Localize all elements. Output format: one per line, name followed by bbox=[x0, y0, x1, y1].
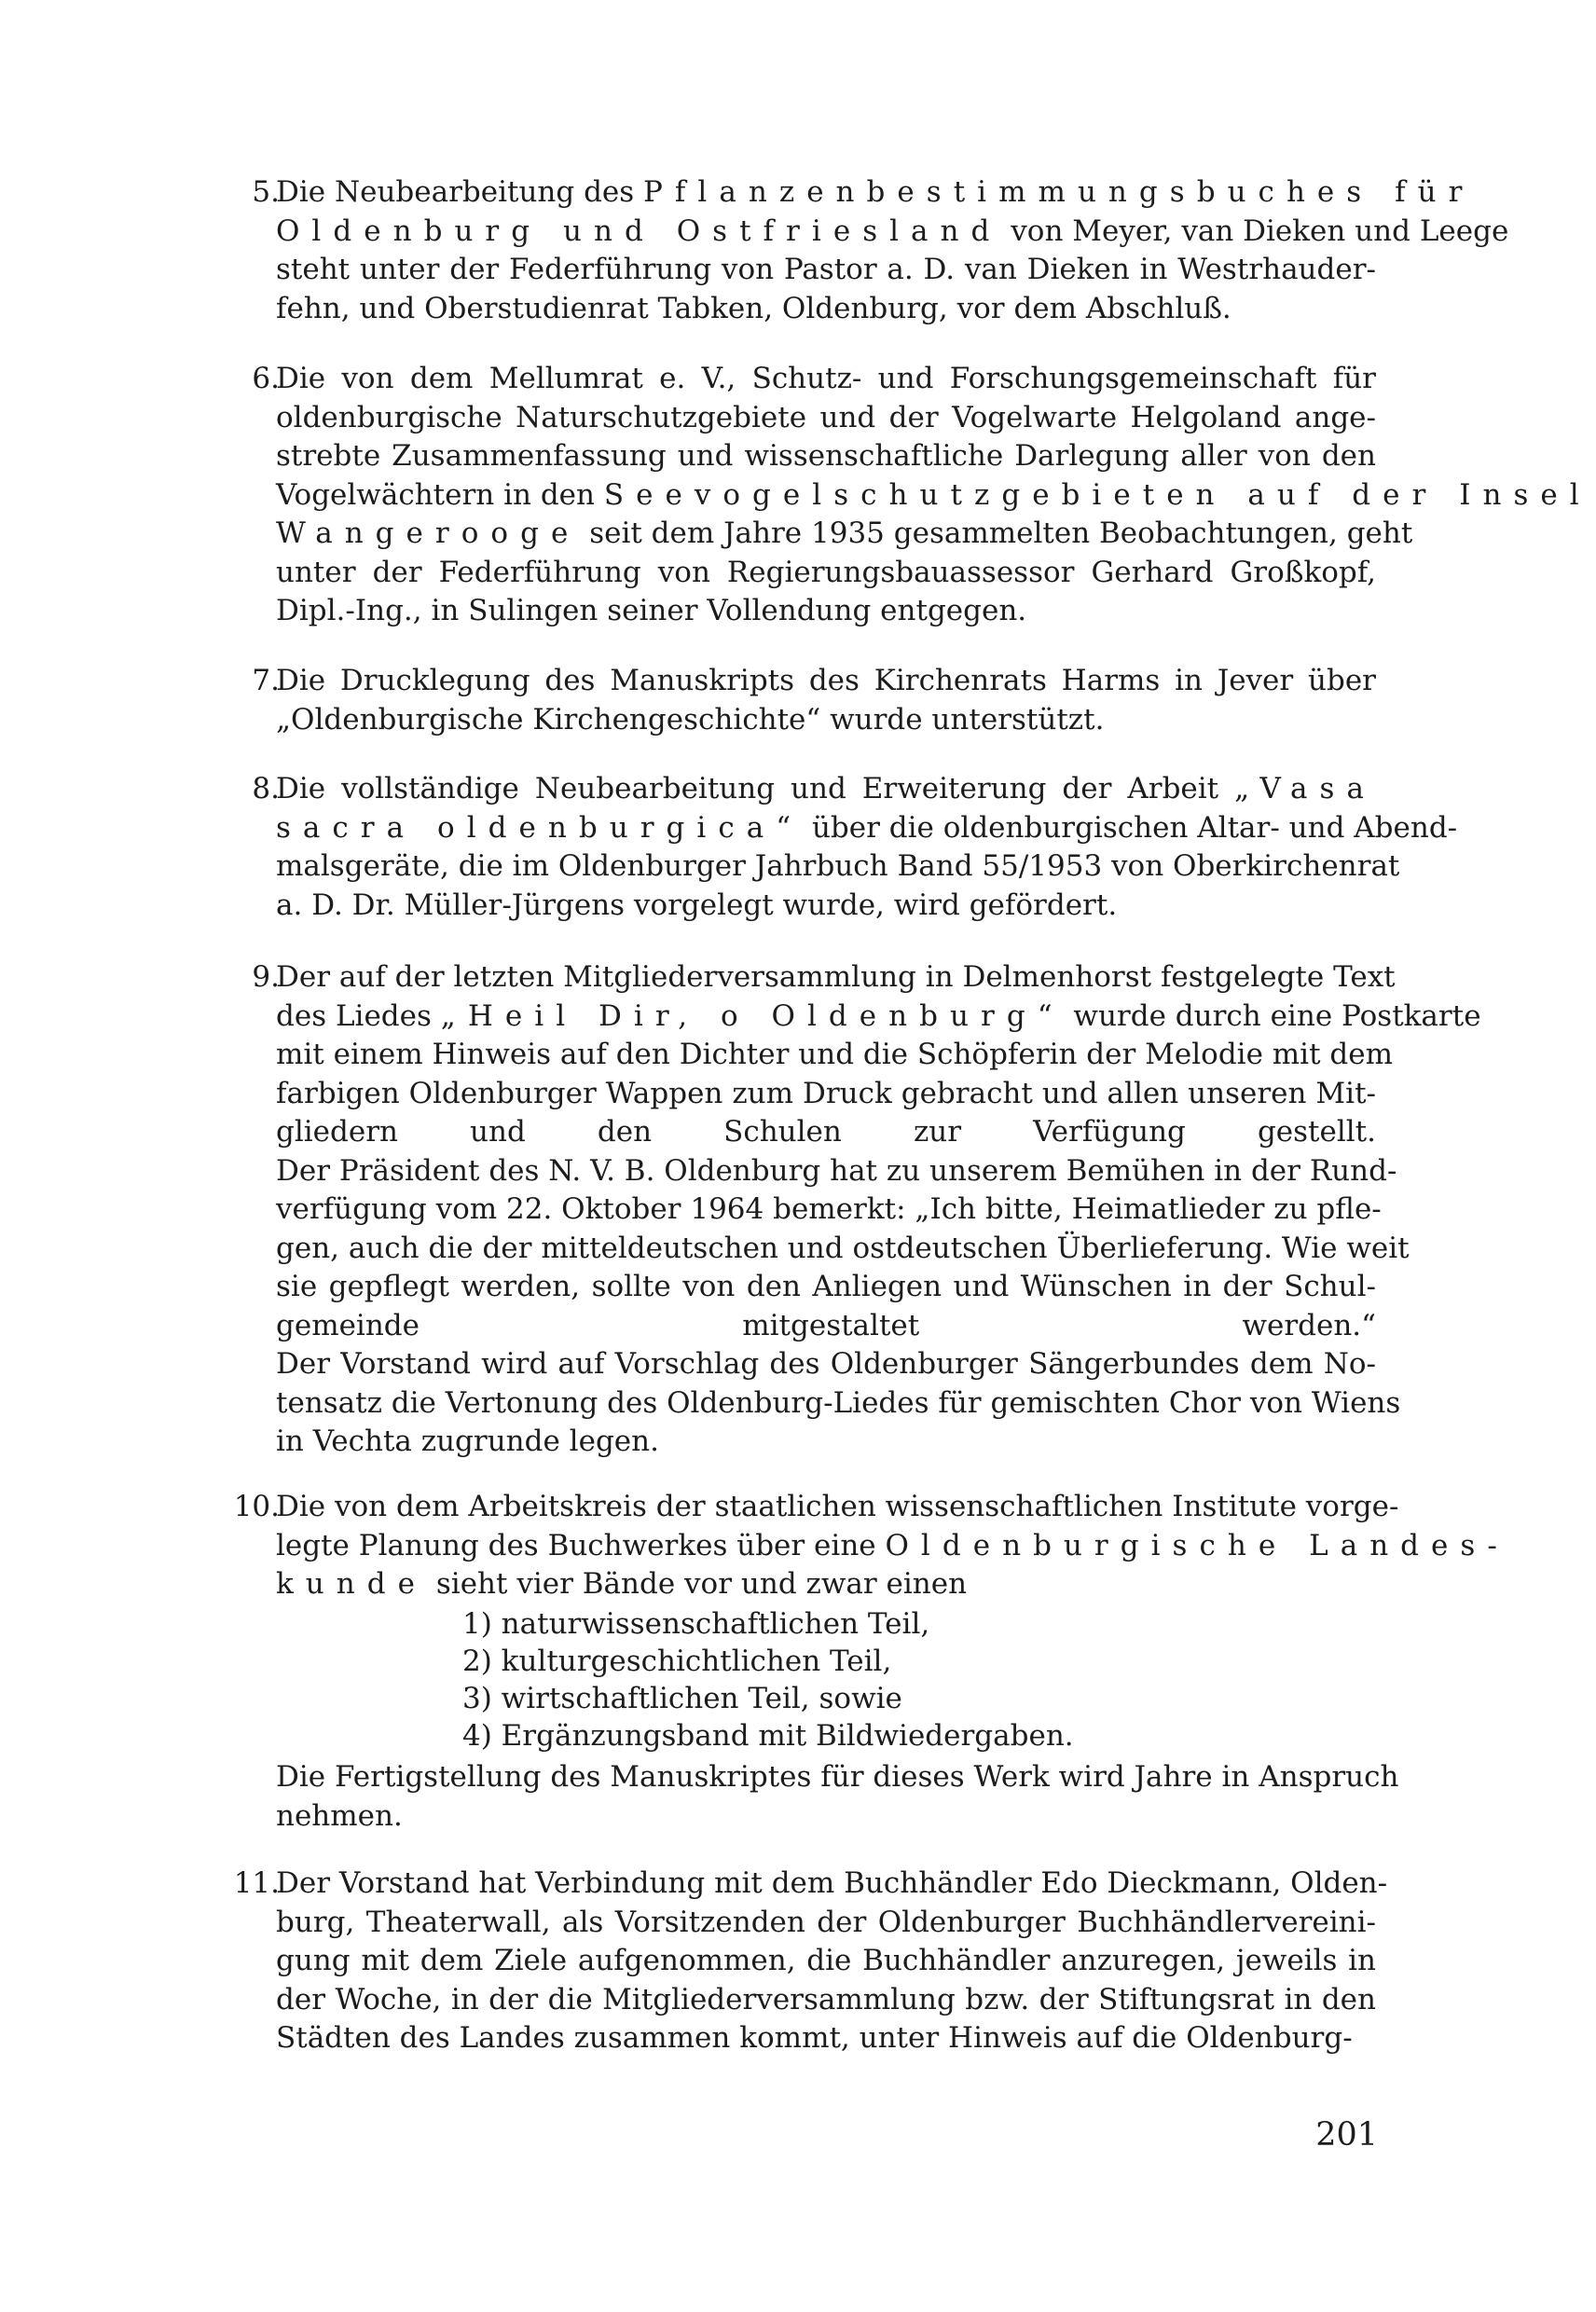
text-line bbox=[276, 592, 1376, 631]
text-segment: Dipl.-Ing., in Sulingen seiner Vollendung entgegen. bbox=[276, 594, 1027, 627]
spaced-emphasis: „Heil Dir, o Oldenburg“ bbox=[440, 998, 1065, 1033]
text-segment: Der Vorstand wird auf Vorschlag des Oldenburger Sängerbundes dem No- bbox=[276, 1347, 1376, 1381]
text-segment: des Liedes bbox=[276, 998, 441, 1033]
page-number: 201 bbox=[1315, 2116, 1378, 2154]
text-segment: Vogelwächtern in den bbox=[276, 477, 604, 512]
text-line bbox=[276, 290, 1376, 329]
spaced-emphasis: Oldenburg und Ostfriesland bbox=[276, 213, 1002, 248]
spaced-emphasis: „Vasa bbox=[1234, 772, 1376, 805]
text-line bbox=[276, 887, 1376, 926]
text-segment: gliedern und den Schulen zur Verfügung gestellt. bbox=[276, 1115, 1376, 1149]
text-segment: seit dem Jahre 1935 gesammelten Beobachtungen, geht bbox=[580, 516, 1413, 550]
text-line bbox=[276, 998, 1481, 1037]
text-segment: von Meyer, van Dieken und Leege bbox=[1001, 213, 1509, 248]
text-line bbox=[276, 1190, 1382, 1230]
item-text bbox=[276, 662, 1376, 739]
text-segment: strebte Zusammenfassung und wissenschaftliche Darlegung aller von den bbox=[276, 439, 1376, 473]
text-segment: sie gepflegt werden, sollte von den Anliegen und Wünschen in der Schul- bbox=[276, 1270, 1376, 1303]
text-line bbox=[276, 399, 1376, 438]
text-segment: steht unter der Federführung von Pastor a. D. van Dieken in Westrhauder- bbox=[276, 253, 1376, 286]
text-segment: nehmen. bbox=[276, 1798, 403, 1833]
text-segment: Der auf der letzten Mitgliederversammlung in Delmenhorst festgelegte Text bbox=[276, 960, 1396, 994]
text-line bbox=[276, 847, 1400, 887]
item-number: 5. bbox=[252, 175, 280, 209]
text-line bbox=[276, 1423, 1376, 1462]
text-segment: legte Planung des Buchwerkes über eine bbox=[276, 1528, 886, 1562]
item-number: 6. bbox=[252, 362, 280, 395]
spaced-emphasis: Seevogelschutzgebieten auf der Insel bbox=[603, 477, 1591, 512]
text-line bbox=[276, 809, 1458, 848]
item-number: 8. bbox=[252, 772, 280, 805]
text-line bbox=[276, 1230, 1410, 1269]
text-segment: tensatz die Vertonung des Oldenburg-Liedes für gemischten Chor von Wiens bbox=[276, 1385, 1401, 1420]
text-line bbox=[276, 701, 1376, 740]
text-line bbox=[276, 1345, 1376, 1384]
text-segment: burg, Theaterwall, als Vorsitzenden der Oldenburger Buchhändlervereini- bbox=[276, 1905, 1376, 1939]
text-segment: verfügung vom 22. Oktober 1964 bemerkt: „Ich bitte, Heimatlieder zu pfle- bbox=[276, 1192, 1382, 1226]
item-number: 10. bbox=[233, 1490, 280, 1523]
text-segment: Die vollständige Neubearbeitung und Erweiterung der Arbeit bbox=[276, 772, 1235, 805]
spaced-emphasis: Oldenburgische Landes- bbox=[885, 1528, 1509, 1562]
text-line bbox=[276, 437, 1376, 476]
text-segment: wurde durch eine Postkarte bbox=[1064, 998, 1481, 1033]
text-line bbox=[276, 1268, 1376, 1307]
item-text bbox=[276, 770, 1458, 925]
text-segment: Die Drucklegung des Manuskripts des Kirchenrats Harms in Jever über bbox=[276, 664, 1376, 697]
spaced-emphasis: kunde bbox=[276, 1567, 428, 1601]
spaced-emphasis: Wangerooge bbox=[276, 516, 581, 550]
sub-list-item: 2) kulturgeschichtlichen Teil, bbox=[462, 1645, 892, 1678]
item-text-continued bbox=[276, 1758, 1399, 1836]
text-line bbox=[276, 554, 1376, 593]
text-segment: oldenburgische Naturschutzgebiete und der Vogelwarte Helgoland ange- bbox=[276, 400, 1376, 434]
item-number: 9. bbox=[252, 960, 280, 994]
text-line bbox=[276, 1981, 1376, 2020]
spaced-emphasis: Pflanzenbestimmungsbuches für bbox=[643, 175, 1475, 209]
sub-list-item: 1) naturwissenschaftlichen Teil, bbox=[462, 1607, 930, 1641]
text-line bbox=[276, 1488, 1399, 1527]
text-line bbox=[276, 1152, 1397, 1191]
text-line bbox=[276, 1527, 1509, 1566]
text-segment: der Woche, in der die Mitgliederversammlung bzw. der Stiftungsrat in den bbox=[276, 1982, 1376, 2016]
text-line bbox=[276, 1307, 1376, 1346]
item-text bbox=[276, 360, 1591, 631]
text-segment: mit einem Hinweis auf den Dichter und die Schöpferin der Melodie mit dem bbox=[276, 1038, 1393, 1071]
sub-list-item: 3) wirtschaftlichen Teil, sowie bbox=[462, 1682, 902, 1715]
text-line bbox=[276, 251, 1376, 290]
item-text bbox=[276, 1488, 1509, 1604]
text-line bbox=[276, 1384, 1401, 1424]
text-segment: unter der Federführung von Regierungsbauassessor Gerhard Großkopf, bbox=[276, 555, 1376, 589]
text-line bbox=[276, 1865, 1388, 1904]
text-segment: gung mit dem Ziele aufgenommen, die Buchhändler anzuregen, jeweils in bbox=[276, 1944, 1376, 1977]
text-line bbox=[276, 1758, 1399, 1797]
text-line bbox=[276, 1942, 1376, 1981]
text-segment: fehn, und Oberstudienrat Tabken, Oldenburg, vor dem Abschluß. bbox=[276, 291, 1231, 325]
text-segment: Die von dem Arbeitskreis der staatlichen wissenschaftlichen Institute vorge- bbox=[276, 1490, 1399, 1523]
text-line bbox=[276, 213, 1509, 252]
text-segment: a. D. Dr. Müller-Jürgens vorgelegt wurde, wird gefördert. bbox=[276, 888, 1118, 922]
item-text bbox=[276, 958, 1481, 1462]
text-line bbox=[276, 476, 1591, 516]
text-segment: gemeinde mitgestaltet werden.“ bbox=[276, 1308, 1376, 1342]
text-segment: malsgeräte, die im Oldenburger Jahrbuch Band 55/1953 von Oberkirchenrat bbox=[276, 849, 1400, 883]
text-segment: farbigen Oldenburger Wappen zum Druck gebracht und allen unseren Mit- bbox=[276, 1076, 1376, 1110]
text-segment: Der Präsident des N. V. B. Oldenburg hat zu unserem Bemühen in der Rund- bbox=[276, 1153, 1397, 1188]
text-segment: gen, auch die der mitteldeutschen und ostdeutschen Überlieferung. Wie weit bbox=[276, 1231, 1410, 1265]
text-line bbox=[276, 662, 1376, 701]
text-segment: „Oldenburgische Kirchengeschichte“ wurde unterstützt. bbox=[276, 702, 1105, 736]
sub-list bbox=[462, 1605, 1115, 1755]
text-line bbox=[276, 1904, 1376, 1943]
text-line bbox=[276, 770, 1376, 809]
text-line bbox=[276, 1113, 1376, 1152]
text-segment: Die Fertigstellung des Manuskriptes für dieses Werk wird Jahre in Anspruch bbox=[276, 1760, 1399, 1794]
text-segment: Der Vorstand hat Verbindung mit dem Buchhändler Edo Dieckmann, Olden- bbox=[276, 1866, 1388, 1900]
text-segment: Städten des Landes zusammen kommt, unter Hinweis auf die Oldenburg- bbox=[276, 2021, 1353, 2055]
item-text bbox=[276, 1865, 1388, 2058]
item-number: 11. bbox=[233, 1866, 280, 1900]
text-line bbox=[276, 515, 1413, 554]
text-segment: über die oldenburgischen Altar- und Abend- bbox=[803, 810, 1458, 845]
text-line bbox=[276, 2019, 1376, 2058]
text-line bbox=[276, 958, 1396, 998]
item-number: 7. bbox=[252, 664, 280, 697]
text-segment: in Vechta zugrunde legen. bbox=[276, 1424, 659, 1458]
text-segment: Die von dem Mellumrat e. V., Schutz- und Forschungsgemeinschaft für bbox=[276, 362, 1376, 395]
text-line bbox=[276, 1075, 1376, 1114]
sub-list-item: 4) Ergänzungsband mit Bildwiedergaben. bbox=[462, 1719, 1074, 1753]
text-segment: Die Neubearbeitung des bbox=[276, 175, 644, 209]
item-text bbox=[276, 173, 1509, 328]
text-line bbox=[276, 1565, 1376, 1604]
text-line bbox=[276, 1797, 1376, 1837]
spaced-emphasis: sacra oldenburgica“ bbox=[276, 810, 804, 845]
text-line bbox=[276, 360, 1376, 399]
text-line bbox=[276, 1036, 1393, 1075]
text-line bbox=[276, 173, 1475, 213]
text-segment: sieht vier Bände vor und zwar einen bbox=[427, 1567, 968, 1601]
